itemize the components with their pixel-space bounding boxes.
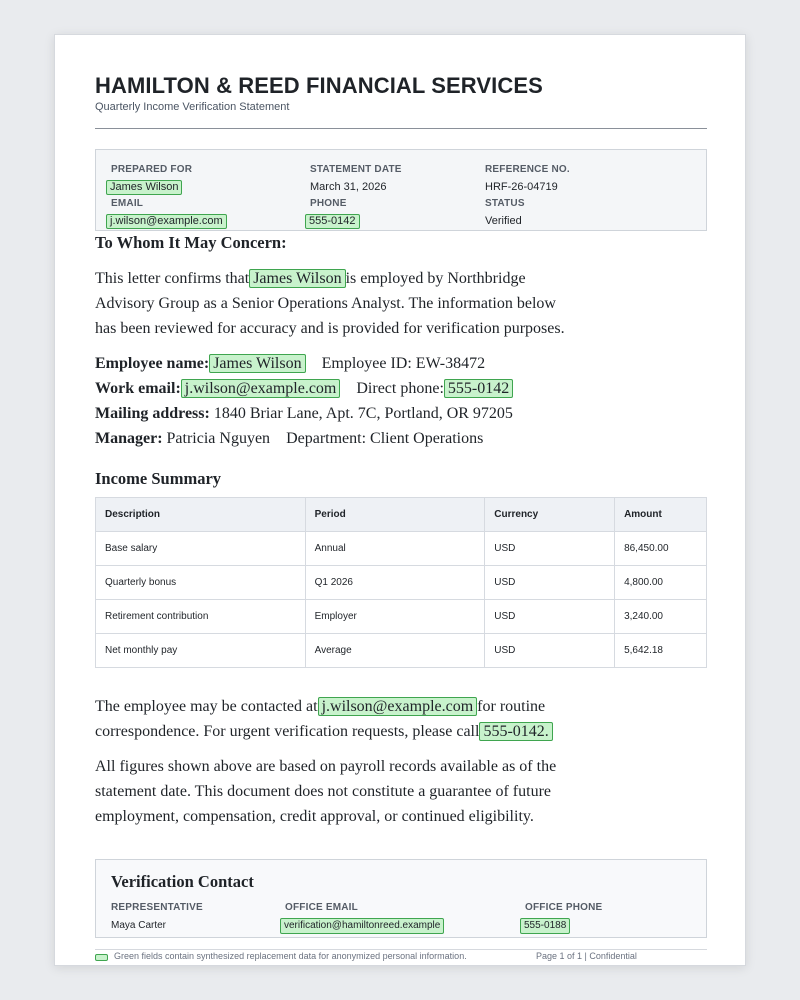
table-cell: USD: [485, 532, 615, 566]
footer-divider: [95, 949, 707, 950]
work-email-value: j.wilson@example.com: [181, 379, 341, 398]
column-header: Description: [96, 498, 306, 532]
email-label: EMAIL: [111, 198, 144, 209]
manager-line: [95, 426, 513, 451]
table-row: [96, 600, 707, 634]
verification-contact-box: [95, 859, 707, 938]
email-value: j.wilson@example.com: [106, 214, 227, 229]
contact-paragraph: [95, 694, 553, 744]
employee-name-value: James Wilson: [209, 354, 305, 373]
contact-email: j.wilson@example.com: [318, 697, 478, 716]
office-email-value: verification@hamiltonreed.example: [280, 918, 444, 934]
intro-employee-name: James Wilson: [249, 269, 345, 288]
column-header: Currency: [485, 498, 615, 532]
disclaimer-paragraph: [95, 754, 556, 829]
phone-value: 555-0142: [305, 214, 360, 229]
income-summary-heading: Income Summary: [95, 469, 222, 488]
reference-label: REFERENCE NO.: [485, 164, 570, 175]
footer-legend: Green fields contain synthesized replacement data for anonymized personal information.: [114, 951, 467, 961]
contact-phone: 555-0142.: [479, 722, 552, 741]
status-value: Verified: [485, 215, 522, 227]
direct-phone-value: 555-0142: [444, 379, 513, 398]
table-row: [96, 532, 707, 566]
employee-id: Employee ID: EW-38472: [321, 355, 486, 372]
intro-text-line2: Advisory Group as a Senior Operations Analyst. The information below: [95, 295, 556, 312]
table-cell: USD: [485, 566, 615, 600]
highlight-legend-swatch: [95, 954, 108, 961]
work-email-line: [95, 376, 513, 401]
employee-name-label: Employee name:: [95, 355, 210, 372]
document-subtitle: Quarterly Income Verification Statement: [95, 101, 290, 113]
representative-label: REPRESENTATIVE: [111, 902, 203, 913]
statement-date-label: STATEMENT DATE: [310, 164, 402, 175]
table-cell: USD: [485, 634, 615, 668]
manager-label: Manager:: [95, 430, 163, 447]
contact-text-b: for routine: [477, 698, 546, 715]
statement-date-value: March 31, 2026: [310, 181, 387, 193]
intro-text-line3: has been reviewed for accuracy and is provided for verification purposes.: [95, 320, 565, 337]
mailing-address-label: Mailing address:: [95, 405, 210, 422]
direct-phone-label: Direct phone:: [356, 380, 444, 397]
table-cell: 4,800.00: [615, 566, 707, 600]
salutation: To Whom It May Concern:: [95, 233, 287, 252]
income-table: [95, 497, 707, 668]
table-cell: Annual: [305, 532, 485, 566]
department: Department: Client Operations: [286, 430, 484, 447]
statement-info-box: [95, 149, 707, 231]
table-cell: Retirement contribution: [96, 600, 306, 634]
disclaimer-line1: All figures shown above are based on payroll records available as of the: [95, 758, 557, 775]
table-cell: Average: [305, 634, 485, 668]
prepared-for-value: James Wilson: [106, 180, 182, 195]
phone-label: PHONE: [310, 198, 347, 209]
office-phone-label: OFFICE PHONE: [525, 902, 603, 913]
table-cell: Base salary: [96, 532, 306, 566]
table-cell: 3,240.00: [615, 600, 707, 634]
document-page: [54, 34, 746, 966]
table-cell: Net monthly pay: [96, 634, 306, 668]
footer-page-info: Page 1 of 1 | Confidential: [536, 951, 637, 961]
contact-text-a: The employee may be contacted at: [95, 698, 318, 715]
employee-name-line: [95, 351, 513, 376]
contact-text-c: correspondence. For urgent verification requests, please call: [95, 723, 480, 740]
work-email-label: Work email:: [95, 380, 181, 397]
company-name: HAMILTON & REED FINANCIAL SERVICES: [95, 73, 543, 98]
intro-paragraph: [95, 266, 565, 341]
table-row: [96, 566, 707, 600]
intro-text-b: is employed by Northbridge: [345, 270, 526, 287]
status-label: STATUS: [485, 198, 525, 209]
table-cell: 5,642.18: [615, 634, 707, 668]
table-cell: Q1 2026: [305, 566, 485, 600]
table-cell: 86,450.00: [615, 532, 707, 566]
table-cell: USD: [485, 600, 615, 634]
office-phone-value: 555-0188: [520, 918, 570, 934]
column-header: Amount: [615, 498, 707, 532]
mailing-address-line: [95, 401, 513, 426]
reference-value: HRF-26-04719: [485, 181, 558, 193]
table-row: [96, 634, 707, 668]
manager-value: Patricia Nguyen: [166, 430, 271, 447]
representative-value: Maya Carter: [111, 920, 167, 931]
verification-heading: Verification Contact: [111, 872, 254, 891]
intro-text-a: This letter confirms that: [95, 270, 250, 287]
prepared-for-label: PREPARED FOR: [111, 164, 193, 175]
office-email-label: OFFICE EMAIL: [285, 902, 358, 913]
table-cell: Quarterly bonus: [96, 566, 306, 600]
employee-details: [95, 351, 513, 451]
header-divider: [95, 128, 707, 129]
disclaimer-line3: employment, compensation, credit approval, or continued eligibility.: [95, 808, 534, 825]
table-header-row: [96, 498, 707, 532]
column-header: Period: [305, 498, 485, 532]
table-cell: Employer: [305, 600, 485, 634]
disclaimer-line2: statement date. This document does not constitute a guarantee of future: [95, 783, 552, 800]
mailing-address-value: 1840 Briar Lane, Apt. 7C, Portland, OR 97205: [213, 405, 513, 422]
